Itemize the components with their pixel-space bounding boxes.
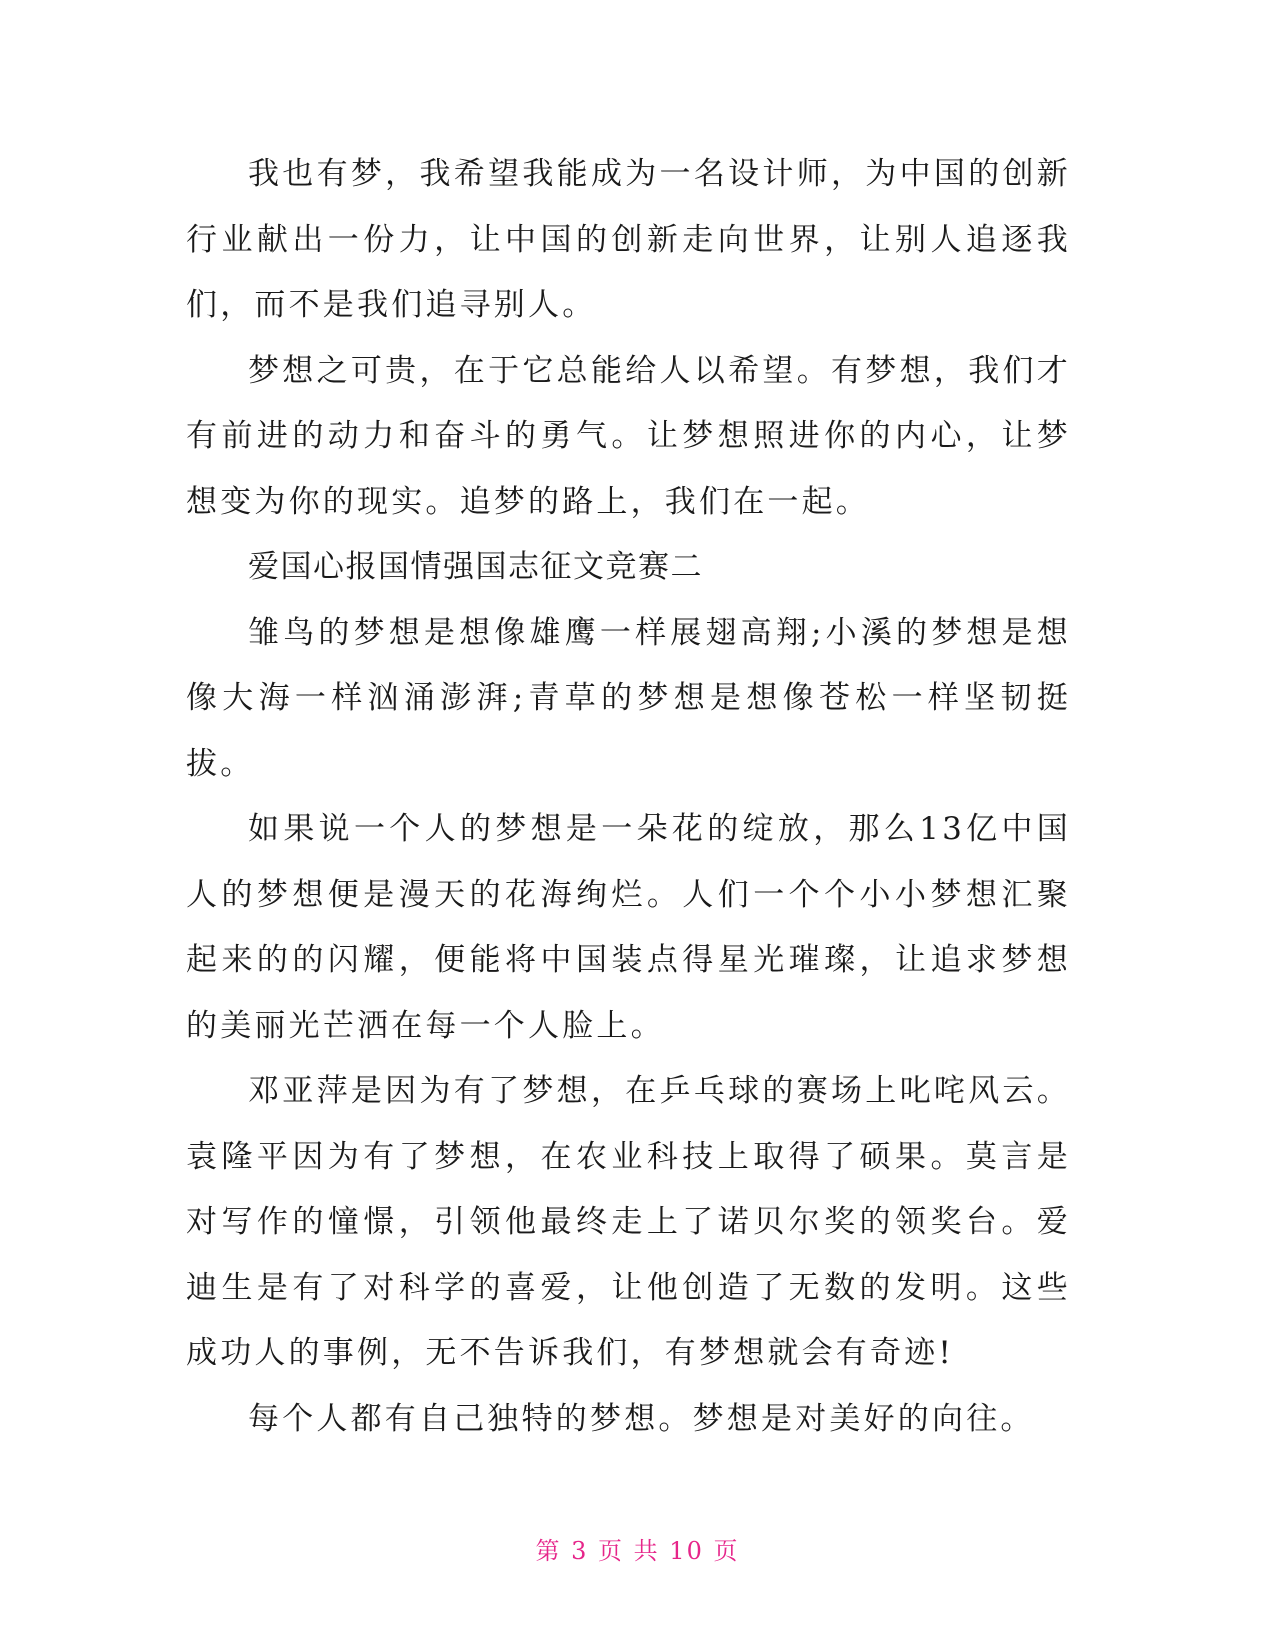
page-number-label: 第 3 页 共 10 页 xyxy=(535,1537,740,1565)
section-title: 爱国心报国情强国志征文竞赛二 xyxy=(248,549,703,585)
paragraph-1: 我也有梦，我希望我能成为一名设计师，为中国的创新行业献出一份力，让中国的创新走向世界，让别人追逐我们，而不是我们追寻别人。 xyxy=(186,156,1071,323)
paragraph-6: 每个人都有自己独特的梦想。梦想是对美好的向往。 xyxy=(248,1400,1035,1437)
paragraph-2: 梦想之可贵，在于它总能给人以希望。有梦想，我们才有前进的动力和奋斗的勇气。让梦想照进你的内心，让梦想变为你的现实。追梦的路上，我们在一起。 xyxy=(186,352,1071,520)
paragraph-4: 如果说一个人的梦想是一朵花的绽放，那么13亿中国人的梦想便是漫天的花海绚烂。人们一个个小小梦想汇聚起来的的闪耀，便能将中国装点得星光璀璨，让追求梦想的美丽光芒洒在每一个人脸上。 xyxy=(186,811,1071,1044)
page-footer xyxy=(0,1536,1275,1566)
paragraph-3: 雏鸟的梦想是想像雄鹰一样展翅高翔;小溪的梦想是想像大海一样汹涌澎湃;青草的梦想是想像苍松一样坚韧挺拔。 xyxy=(186,614,1071,782)
paragraph-5: 邓亚萍是因为有了梦想，在乒乓球的赛场上叱咤风云。袁隆平因为有了梦想，在农业科技上取得了硕果。莫言是对写作的憧憬，引领他最终走上了诺贝尔奖的领奖台。爱迪生是有了对科学的喜爱，让他创造了无数的发明。这些成功人的事例，无不告诉我们，有梦想就会有奇迹! xyxy=(186,1073,1071,1371)
document-body xyxy=(186,142,1071,1452)
